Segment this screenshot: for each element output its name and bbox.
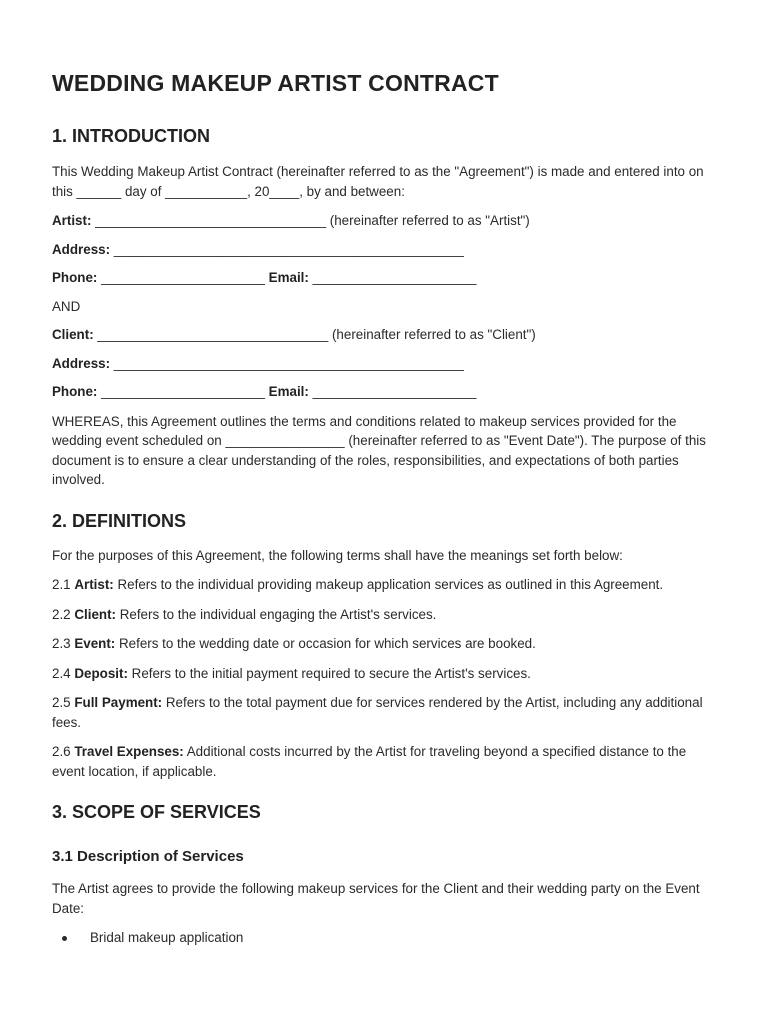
intro-paragraph: This Wedding Makeup Artist Contract (hereinafter referred to as the "Agreement") is made and entered into on this ______ day of ___________, 20____, by and between: [52, 164, 704, 199]
definition-number: 2.3 [52, 636, 75, 651]
definition-text: Additional costs incurred by the Artist for traveling beyond a specified distance to the event location, if applicable. [52, 744, 687, 779]
definition-term: Artist: [74, 577, 114, 592]
artist-label: Artist: [52, 213, 92, 228]
document-title: WEDDING MAKEUP ARTIST CONTRACT [52, 70, 499, 96]
artist-contact-field [52, 268, 722, 288]
address-label: Address: [52, 355, 111, 371]
email-value: ______________________ [308, 270, 477, 285]
service-label: Bridal makeup application [90, 930, 244, 945]
client-value: _______________________________ (hereinafter referred to as "Client") [93, 327, 536, 342]
artist-field [52, 211, 722, 231]
artist-address-field [52, 240, 722, 260]
definition-text: Refers to the total payment due for services rendered by the Artist, including any additional fees. [52, 695, 703, 730]
definition-text: Refers to the individual engaging the Artist's services. [116, 606, 437, 622]
definition-text: Refers to the initial payment required to secure the Artist's services. [127, 665, 531, 681]
definition-item [52, 693, 722, 732]
section-heading-scope: 3. SCOPE OF SERVICES [52, 802, 261, 822]
email-label: Email: [268, 270, 309, 285]
definition-number: 2.6 [52, 744, 75, 759]
definition-item [52, 664, 722, 684]
definition-text: Refers to the wedding date or occasion for which services are booked. [115, 636, 536, 651]
artist-value: _______________________________ (hereinafter referred to as "Artist") [91, 213, 530, 228]
whereas-paragraph: WHEREAS, this Agreement outlines the terms and conditions related to makeup services provided for the wedding event scheduled on ________________ (hereinafter referred to as "Event Date"). The purpose of this document is to ensure a clear understanding of the roles, responsibilities, and expectations of both parties involved. [52, 413, 706, 487]
service-list-item [52, 928, 722, 948]
definition-term: Client: [74, 606, 116, 622]
section-heading-definitions: 2. DEFINITIONS [52, 510, 187, 531]
definition-term: Full Payment: [74, 695, 163, 710]
bullet-icon [62, 936, 67, 941]
address-label: Address: [52, 241, 111, 257]
definition-number: 2.4 [52, 665, 75, 681]
definition-term: Event: [74, 636, 116, 651]
definition-number: 2.5 [52, 695, 75, 710]
definition-term: Travel Expenses: [74, 744, 184, 759]
contract-body [52, 70, 722, 948]
client-address-field [52, 354, 722, 374]
address-value: _______________________________________________ [110, 355, 464, 371]
definition-text: Refers to the individual providing makeup application services as outlined in this Agreement. [113, 577, 664, 592]
definition-term: Deposit: [74, 665, 128, 681]
email-value: ______________________ [308, 384, 477, 399]
subsection-heading-description: 3.1 Description of Services [52, 848, 244, 865]
address-value: _______________________________________________ [110, 241, 464, 257]
scope-paragraph: The Artist agrees to provide the following makeup services for the Client and their wedding party on the Event Date: [52, 881, 700, 916]
client-field [52, 325, 722, 345]
phone-value: ______________________ [97, 270, 269, 285]
definition-item [52, 634, 722, 654]
section-heading-introduction: 1. INTRODUCTION [52, 126, 211, 146]
phone-value: ______________________ [97, 384, 269, 399]
email-label: Email: [268, 384, 309, 399]
client-label: Client: [52, 327, 94, 342]
and-separator: AND [52, 298, 81, 314]
definition-number: 2.1 [52, 577, 75, 592]
definition-item [52, 742, 722, 781]
definition-number: 2.2 [52, 606, 75, 622]
client-contact-field [52, 382, 722, 402]
definition-item [52, 605, 722, 625]
phone-label: Phone: [52, 384, 98, 399]
services-list [52, 928, 722, 948]
phone-label: Phone: [52, 270, 98, 285]
definitions-lead: For the purposes of this Agreement, the following terms shall have the meanings set forth below: [52, 547, 623, 563]
definition-item [52, 575, 722, 595]
